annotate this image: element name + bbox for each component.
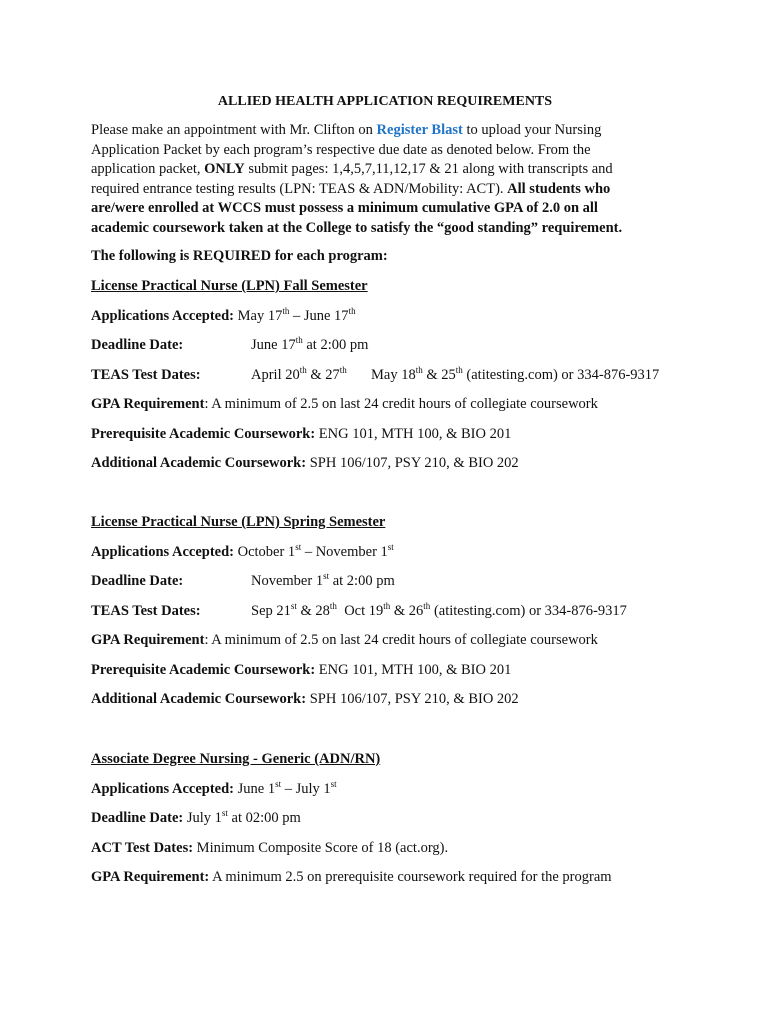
gpa-text: : A minimum of 2.5 on last 24 credit hours of collegiate coursework (204, 396, 598, 412)
gpa-label: GPA Requirement (91, 632, 205, 648)
gpa-text: : A minimum of 2.5 on last 24 credit hours of collegiate coursework (204, 632, 598, 648)
adn-applications (91, 778, 711, 811)
lpn-fall-deadline (91, 337, 711, 367)
additional-text: SPH 106/107, PSY 210, & BIO 202 (306, 455, 519, 471)
intro-gpa-notice: All students who are/were enrolled at WCCS must possess a minimum cumulative GPA of 2.0 on all academic coursework taken at the College to satisfy the “good standing” requirement. (91, 180, 623, 236)
prereq-text: ENG 101, MTH 100, & BIO 201 (315, 425, 512, 442)
lpn-fall-heading: License Practical Nurse (LPN) Fall Semester (91, 278, 368, 294)
lpn-fall-applications (91, 305, 711, 338)
teas-dates-2: May 18th & 25th (atitesting.com) or 334-876-9317 (371, 364, 660, 383)
lpn-spring-additional (91, 691, 711, 721)
prereq-label: Prerequisite Academic Coursework: (91, 425, 316, 442)
lpn-spring-prereq (91, 662, 711, 692)
lpn-fall-teas (91, 364, 711, 397)
teas-label: TEAS Test Dates: (91, 366, 201, 383)
deadline-value: July 1st at 02:00 pm (183, 808, 301, 826)
lpn-spring-deadline (91, 573, 711, 603)
lpn-spring-section (91, 514, 711, 721)
prereq-label: Prerequisite Academic Coursework: (91, 661, 316, 678)
lpn-fall-section (91, 278, 711, 485)
deadline-label: Deadline Date: (91, 810, 184, 826)
adn-act (91, 840, 711, 870)
additional-label: Additional Academic Coursework: (91, 455, 307, 471)
additional-text: SPH 106/107, PSY 210, & BIO 202 (306, 691, 519, 707)
gpa-label: GPA Requirement (91, 396, 205, 412)
intro-text-3: submit pages: 1,4,5,7,11,12,17 & 21 along with transcripts and required entrance testing results (LPN: TEAS & ADN/Mobility: ACT). (91, 161, 613, 197)
required-label: The following is REQUIRED for each program: (91, 248, 388, 264)
register-blast-link[interactable]: Register Blast (376, 122, 463, 138)
adn-section (91, 751, 711, 899)
gpa-label: GPA Requirement: (91, 869, 210, 885)
lpn-spring-applications (91, 541, 711, 574)
additional-label: Additional Academic Coursework: (91, 691, 307, 707)
lpn-fall-prereq (91, 426, 711, 456)
applications-label: Applications Accepted: (91, 307, 234, 324)
lpn-spring-teas (91, 600, 711, 633)
deadline-value: November 1st at 2:00 pm (251, 571, 395, 589)
act-text: Minimum Composite Score of 18 (act.org). (193, 839, 449, 856)
page-title: ALLIED HEALTH APPLICATION REQUIREMENTS (217, 94, 553, 109)
gpa-text: A minimum 2.5 on prerequisite coursework required for the program (209, 869, 612, 885)
deadline-label: Deadline Date: (91, 337, 184, 353)
applications-value: June 1st – July 1st (233, 778, 337, 797)
intro-paragraph (91, 121, 651, 238)
applications-value: October 1st – November 1st (233, 541, 394, 560)
intro-only: ONLY (204, 161, 245, 177)
adn-gpa (91, 869, 711, 899)
lpn-spring-heading: License Practical Nurse (LPN) Spring Semester (91, 514, 386, 530)
prereq-text: ENG 101, MTH 100, & BIO 201 (315, 661, 512, 678)
applications-label: Applications Accepted: (91, 780, 234, 797)
adn-heading: Associate Degree Nursing - Generic (ADN/RN) (91, 751, 381, 767)
adn-deadline (91, 810, 711, 840)
deadline-label: Deadline Date: (91, 573, 184, 589)
applications-label: Applications Accepted: (91, 543, 234, 560)
intro-text-1: Please make an appointment with Mr. Clifton on (91, 122, 377, 138)
intro-text-2: to upload your Nursing Application Packet by each program’s respective due date as denoted below. From the application packet, (91, 122, 602, 177)
lpn-fall-gpa (91, 396, 711, 426)
teas-label: TEAS Test Dates: (91, 602, 201, 619)
deadline-value: June 17th at 2:00 pm (251, 335, 369, 353)
lpn-spring-gpa (91, 632, 711, 662)
teas-dates: Sep 21st & 28th Oct 19th & 26th (atitesting.com) or 334-876-9317 (251, 600, 627, 619)
lpn-fall-additional (91, 455, 711, 485)
act-label: ACT Test Dates: (91, 839, 194, 856)
applications-value: May 17th – June 17th (237, 305, 356, 324)
teas-dates-1: April 20th & 27th (251, 364, 347, 383)
